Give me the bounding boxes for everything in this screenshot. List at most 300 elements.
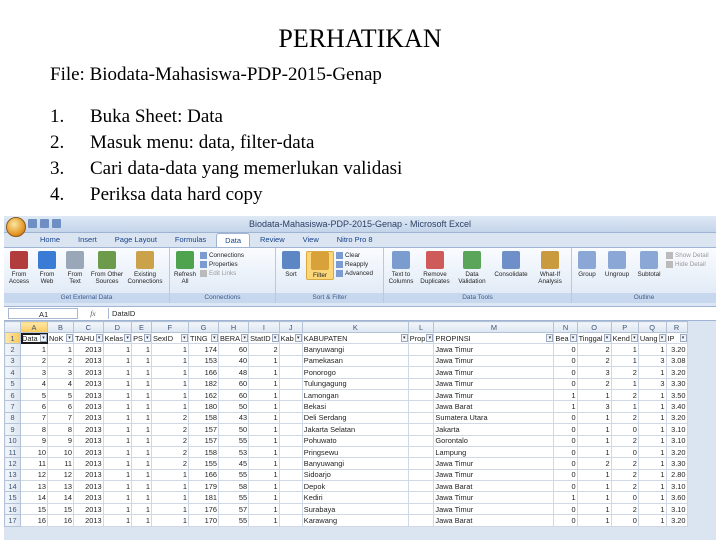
column-header[interactable]: G (188, 322, 218, 333)
filter-dropdown-icon[interactable]: ▾ (570, 334, 577, 342)
column-header[interactable]: F (151, 322, 188, 333)
cell[interactable]: 155 (188, 458, 218, 469)
cell[interactable] (408, 435, 434, 446)
from-access-button[interactable]: From Access (6, 251, 32, 285)
cell[interactable]: 11 (48, 458, 74, 469)
cell[interactable]: Pohuwato (302, 435, 408, 446)
cell[interactable]: 2 (249, 344, 280, 355)
filter-header-cell[interactable] (638, 333, 666, 344)
ungroup-button[interactable]: Ungroup (602, 251, 632, 278)
cell[interactable]: 9 (48, 435, 74, 446)
cell[interactable]: 15 (21, 503, 48, 514)
cell[interactable]: 2013 (74, 389, 104, 400)
cell[interactable]: 0 (611, 424, 638, 435)
from-web-button[interactable]: From Web (34, 251, 60, 285)
cell[interactable]: 1 (577, 492, 611, 503)
cell[interactable]: 1 (638, 435, 666, 446)
filter-header-cell[interactable] (279, 333, 302, 344)
cell[interactable]: 15 (48, 503, 74, 514)
cell[interactable]: 1 (21, 344, 48, 355)
cell[interactable] (408, 401, 434, 412)
cell[interactable]: 1 (151, 389, 188, 400)
formula-input[interactable]: DataID (108, 308, 716, 319)
cell[interactable]: 1 (638, 412, 666, 423)
cell[interactable] (408, 355, 434, 366)
cell[interactable]: 153 (188, 355, 218, 366)
cell[interactable] (279, 401, 302, 412)
column-header[interactable]: H (218, 322, 248, 333)
cell[interactable]: 2013 (74, 446, 104, 457)
cell[interactable]: 181 (188, 492, 218, 503)
cell[interactable]: 1 (577, 412, 611, 423)
cell[interactable]: 1 (103, 355, 132, 366)
filter-dropdown-icon[interactable]: ▾ (40, 334, 47, 342)
cell[interactable]: 5 (21, 389, 48, 400)
cell[interactable]: 55 (218, 435, 248, 446)
row-header[interactable]: 5 (5, 378, 21, 389)
cell[interactable]: Jawa Barat (434, 401, 554, 412)
cell[interactable]: 1 (151, 469, 188, 480)
refresh-all-button[interactable]: Refresh All (172, 251, 198, 285)
filter-dropdown-icon[interactable]: ▾ (144, 334, 151, 342)
cell[interactable]: 157 (188, 435, 218, 446)
filter-dropdown-icon[interactable]: ▾ (426, 334, 433, 342)
column-header[interactable]: N (554, 322, 577, 333)
cell[interactable] (408, 344, 434, 355)
cell[interactable] (408, 367, 434, 378)
cell[interactable]: 1 (638, 367, 666, 378)
cell[interactable]: 1 (132, 389, 152, 400)
cell[interactable]: Bekasi (302, 401, 408, 412)
filter-dropdown-icon[interactable]: ▾ (680, 334, 687, 342)
cell[interactable] (279, 378, 302, 389)
cell[interactable]: 3.40 (666, 401, 687, 412)
cell[interactable]: 0 (611, 446, 638, 457)
cell[interactable]: 1 (554, 389, 577, 400)
properties-button[interactable]: Properties (200, 261, 244, 268)
cell[interactable]: 1 (638, 424, 666, 435)
cell[interactable]: 2013 (74, 481, 104, 492)
cell[interactable]: 3.30 (666, 378, 687, 389)
cell[interactable]: 2013 (74, 515, 104, 526)
cell[interactable]: 3 (577, 401, 611, 412)
cell[interactable]: 1 (151, 503, 188, 514)
cell[interactable]: 6 (21, 401, 48, 412)
cell[interactable]: 1 (249, 435, 280, 446)
tab-view[interactable]: View (302, 235, 319, 244)
cell[interactable]: 2013 (74, 458, 104, 469)
cell[interactable]: 16 (21, 515, 48, 526)
cell[interactable]: 3.20 (666, 344, 687, 355)
cell[interactable]: 1 (638, 503, 666, 514)
cell[interactable]: 1 (554, 401, 577, 412)
cell[interactable]: 1 (103, 401, 132, 412)
hide-detail-button[interactable]: Hide Detail (666, 261, 709, 268)
cell[interactable]: 7 (21, 412, 48, 423)
advanced-button[interactable]: Advanced (336, 270, 373, 277)
cell[interactable]: 1 (249, 424, 280, 435)
cell[interactable]: Jawa Timur (434, 492, 554, 503)
cell[interactable]: Lamongan (302, 389, 408, 400)
cell[interactable]: 1 (611, 355, 638, 366)
cell[interactable]: 8 (21, 424, 48, 435)
cell[interactable]: 2 (611, 412, 638, 423)
cell[interactable]: Jawa Barat (434, 515, 554, 526)
cell[interactable]: Lampung (434, 446, 554, 457)
cell[interactable]: 1 (132, 458, 152, 469)
cell[interactable]: 6 (48, 401, 74, 412)
cell[interactable]: 1 (638, 389, 666, 400)
cell[interactable]: 1 (577, 435, 611, 446)
cell[interactable] (408, 424, 434, 435)
cell[interactable]: 1 (132, 481, 152, 492)
cell[interactable]: 0 (554, 355, 577, 366)
column-header[interactable]: J (279, 322, 302, 333)
row-header[interactable]: 1 (5, 333, 21, 344)
filter-header-cell[interactable] (21, 333, 48, 344)
cell[interactable] (279, 412, 302, 423)
filter-dropdown-icon[interactable]: ▾ (631, 334, 638, 342)
cell[interactable]: 1 (103, 446, 132, 457)
cell[interactable]: Kediri (302, 492, 408, 503)
cell[interactable]: 2013 (74, 503, 104, 514)
cell[interactable]: 1 (577, 481, 611, 492)
cell[interactable]: 8 (48, 424, 74, 435)
column-header[interactable]: B (48, 322, 74, 333)
cell[interactable]: 2 (151, 446, 188, 457)
column-header[interactable]: A (21, 322, 48, 333)
cell[interactable]: 1 (132, 412, 152, 423)
cell[interactable] (279, 424, 302, 435)
filter-dropdown-icon[interactable]: ▾ (124, 334, 131, 342)
cell[interactable]: 1 (103, 469, 132, 480)
cell[interactable]: 13 (48, 481, 74, 492)
text-to-columns-button[interactable]: Text to Columns (386, 251, 416, 285)
cell[interactable]: 1 (249, 412, 280, 423)
cell[interactable]: 3.50 (666, 389, 687, 400)
cell[interactable]: 3.30 (666, 458, 687, 469)
cell[interactable]: 2 (577, 378, 611, 389)
cell[interactable]: 2013 (74, 378, 104, 389)
cell[interactable]: 0 (554, 458, 577, 469)
cell[interactable]: Ponorogo (302, 367, 408, 378)
cell[interactable] (408, 458, 434, 469)
filter-dropdown-icon[interactable]: ▾ (241, 334, 248, 342)
row-header[interactable]: 13 (5, 469, 21, 480)
cell[interactable]: 9 (21, 435, 48, 446)
cell[interactable]: 43 (218, 412, 248, 423)
cell[interactable]: 12 (48, 469, 74, 480)
row-header[interactable]: 3 (5, 355, 21, 366)
cell[interactable]: 1 (577, 389, 611, 400)
column-header[interactable]: Q (638, 322, 666, 333)
cell[interactable]: 0 (554, 424, 577, 435)
cell[interactable]: 2 (611, 435, 638, 446)
cell[interactable]: 2013 (74, 492, 104, 503)
cell[interactable]: 2 (577, 344, 611, 355)
cell[interactable]: 2 (577, 458, 611, 469)
cell[interactable]: 50 (218, 424, 248, 435)
filter-dropdown-icon[interactable]: ▾ (604, 334, 611, 342)
consolidate-button[interactable]: Consolidate (492, 251, 530, 278)
cell[interactable]: 60 (218, 378, 248, 389)
cell[interactable]: 1 (132, 469, 152, 480)
cell[interactable]: Jakarta Selatan (302, 424, 408, 435)
cell[interactable]: 3.10 (666, 435, 687, 446)
group-button[interactable]: Group (574, 251, 600, 278)
cell[interactable]: 1 (611, 401, 638, 412)
cell[interactable]: 2 (151, 412, 188, 423)
cell[interactable]: 0 (554, 446, 577, 457)
cell[interactable]: 3 (48, 367, 74, 378)
cell[interactable] (279, 389, 302, 400)
cell[interactable]: 10 (48, 446, 74, 457)
cell[interactable]: 166 (188, 367, 218, 378)
existing-connections-button[interactable]: Existing Connections (126, 251, 164, 285)
cell[interactable]: 0 (554, 367, 577, 378)
cell[interactable]: 1 (103, 389, 132, 400)
column-header[interactable]: K (302, 322, 408, 333)
cell[interactable]: 3.10 (666, 503, 687, 514)
cell[interactable]: 0 (554, 515, 577, 526)
cell[interactable]: 182 (188, 378, 218, 389)
cell[interactable]: 1 (554, 492, 577, 503)
cell[interactable]: 1 (577, 446, 611, 457)
cell[interactable]: 1 (132, 492, 152, 503)
cell[interactable]: 162 (188, 389, 218, 400)
cell[interactable]: Banyuwangi (302, 458, 408, 469)
filter-dropdown-icon[interactable]: ▾ (181, 334, 188, 342)
cell[interactable]: 2 (611, 458, 638, 469)
cell[interactable]: 1 (249, 355, 280, 366)
filter-header-cell[interactable] (408, 333, 434, 344)
cell[interactable] (408, 469, 434, 480)
cell[interactable]: 2 (611, 481, 638, 492)
cell[interactable]: 1 (151, 344, 188, 355)
row-header[interactable]: 2 (5, 344, 21, 355)
cell[interactable]: 1 (132, 378, 152, 389)
cell[interactable]: 1 (249, 446, 280, 457)
row-header[interactable]: 7 (5, 401, 21, 412)
cell[interactable]: 1 (638, 458, 666, 469)
cell[interactable]: 3 (638, 378, 666, 389)
cell[interactable]: 3.08 (666, 355, 687, 366)
cell[interactable] (279, 503, 302, 514)
cell[interactable]: 1 (577, 515, 611, 526)
cell[interactable] (408, 378, 434, 389)
cell[interactable]: 2 (151, 424, 188, 435)
cell[interactable]: 1 (249, 515, 280, 526)
cell[interactable]: 0 (554, 481, 577, 492)
cell[interactable]: 1 (103, 503, 132, 514)
cell[interactable]: 1 (638, 481, 666, 492)
tab-home[interactable]: Home (40, 235, 61, 244)
filter-dropdown-icon[interactable]: ▾ (295, 334, 302, 342)
cell[interactable]: Pringsewu (302, 446, 408, 457)
cell[interactable]: 1 (638, 401, 666, 412)
row-header[interactable]: 8 (5, 412, 21, 423)
column-header[interactable]: L (408, 322, 434, 333)
from-text-button[interactable]: From Text (62, 251, 88, 285)
cell[interactable]: 3.60 (666, 492, 687, 503)
row-header[interactable]: 12 (5, 458, 21, 469)
cell[interactable]: 0 (611, 515, 638, 526)
row-header[interactable]: 17 (5, 515, 21, 526)
cell[interactable]: 2 (611, 367, 638, 378)
cell[interactable]: 2 (611, 503, 638, 514)
cell[interactable]: 7 (48, 412, 74, 423)
cell[interactable] (408, 503, 434, 514)
column-header[interactable]: I (249, 322, 280, 333)
cell[interactable] (408, 389, 434, 400)
cell[interactable]: Surabaya (302, 503, 408, 514)
cell[interactable]: 1 (638, 492, 666, 503)
cell[interactable]: 3.20 (666, 412, 687, 423)
cell[interactable]: 0 (611, 492, 638, 503)
cell[interactable]: Karawang (302, 515, 408, 526)
cell[interactable]: 2013 (74, 424, 104, 435)
from-other-sources-button[interactable]: From Other Sources (90, 251, 124, 285)
cell[interactable]: 0 (554, 378, 577, 389)
filter-header-cell[interactable] (188, 333, 218, 344)
cell[interactable]: 1 (151, 481, 188, 492)
cell[interactable]: 1 (132, 401, 152, 412)
name-box[interactable]: A1 (8, 308, 78, 319)
cell[interactable]: 1 (132, 424, 152, 435)
cell[interactable]: 2.80 (666, 469, 687, 480)
column-header[interactable]: R (666, 322, 687, 333)
clear-button[interactable]: Clear (336, 252, 373, 259)
cell[interactable]: 60 (218, 389, 248, 400)
filter-header-cell[interactable] (302, 333, 408, 344)
cell[interactable]: 1 (103, 424, 132, 435)
cell[interactable]: 1 (638, 344, 666, 355)
cell[interactable]: 3.10 (666, 481, 687, 492)
cell[interactable]: 1 (249, 458, 280, 469)
filter-dropdown-icon[interactable]: ▾ (401, 334, 408, 342)
select-all-corner[interactable] (5, 322, 21, 333)
cell[interactable] (279, 515, 302, 526)
cell[interactable]: Jawa Timur (434, 344, 554, 355)
filter-header-cell[interactable] (151, 333, 188, 344)
connections-button[interactable]: Connections (200, 252, 244, 259)
column-header[interactable]: P (611, 322, 638, 333)
cell[interactable]: 14 (21, 492, 48, 503)
cell[interactable]: 55 (218, 515, 248, 526)
cell[interactable]: 1 (132, 344, 152, 355)
cell[interactable]: 2013 (74, 355, 104, 366)
cell[interactable]: 5 (48, 389, 74, 400)
column-header[interactable]: C (74, 322, 104, 333)
filter-header-cell[interactable] (554, 333, 577, 344)
cell[interactable]: 3 (638, 355, 666, 366)
cell[interactable] (279, 469, 302, 480)
tab-formulas[interactable]: Formulas (174, 235, 207, 244)
cell[interactable]: 158 (188, 412, 218, 423)
cell[interactable]: 1 (103, 367, 132, 378)
cell[interactable]: Jawa Timur (434, 367, 554, 378)
cell[interactable] (408, 515, 434, 526)
cell[interactable]: Depok (302, 481, 408, 492)
tab-data[interactable]: Data (216, 233, 250, 247)
column-header[interactable]: M (434, 322, 554, 333)
filter-header-cell[interactable] (132, 333, 152, 344)
cell[interactable]: 1 (638, 515, 666, 526)
filter-dropdown-icon[interactable]: ▾ (659, 334, 666, 342)
cell[interactable]: Gorontalo (434, 435, 554, 446)
cell[interactable]: Sidoarjo (302, 469, 408, 480)
cell[interactable]: 1 (611, 344, 638, 355)
filter-header-cell[interactable] (218, 333, 248, 344)
cell[interactable]: 1 (151, 492, 188, 503)
cell[interactable]: 50 (218, 401, 248, 412)
cell[interactable]: 2013 (74, 469, 104, 480)
cell[interactable]: 0 (554, 435, 577, 446)
cell[interactable]: 2 (611, 389, 638, 400)
cell[interactable]: 48 (218, 367, 248, 378)
cell[interactable]: 1 (103, 344, 132, 355)
filter-dropdown-icon[interactable]: ▾ (546, 334, 553, 342)
office-button[interactable] (6, 217, 26, 237)
row-header[interactable]: 9 (5, 424, 21, 435)
cell[interactable] (408, 481, 434, 492)
filter-button[interactable]: Filter (306, 251, 334, 280)
cell[interactable]: 2 (151, 435, 188, 446)
cell[interactable]: 1 (249, 503, 280, 514)
cell[interactable]: Sumatera Utara (434, 412, 554, 423)
cell[interactable]: 1 (577, 469, 611, 480)
cell[interactable]: 1 (132, 355, 152, 366)
cell[interactable]: 2013 (74, 344, 104, 355)
cell[interactable]: 1 (151, 378, 188, 389)
cell[interactable]: 0 (554, 469, 577, 480)
cell[interactable]: 60 (218, 344, 248, 355)
cell[interactable] (279, 435, 302, 446)
cell[interactable]: 2013 (74, 367, 104, 378)
data-validation-button[interactable]: Data Validation (454, 251, 490, 285)
cell[interactable]: 1 (151, 515, 188, 526)
cell[interactable]: 1 (249, 401, 280, 412)
cell[interactable]: 1 (103, 435, 132, 446)
cell[interactable]: 3 (577, 367, 611, 378)
cell[interactable]: Jawa Timur (434, 355, 554, 366)
column-header[interactable]: O (577, 322, 611, 333)
cell[interactable]: 1 (103, 481, 132, 492)
cell[interactable]: 2 (577, 355, 611, 366)
cell[interactable]: 1 (151, 355, 188, 366)
cell[interactable]: 3.20 (666, 515, 687, 526)
cell[interactable]: 13 (21, 481, 48, 492)
cell[interactable]: 1 (249, 492, 280, 503)
tab-page-layout[interactable]: Page Layout (114, 235, 157, 244)
filter-header-cell[interactable] (434, 333, 554, 344)
cell[interactable] (279, 481, 302, 492)
cell[interactable]: 174 (188, 344, 218, 355)
row-header[interactable]: 16 (5, 503, 21, 514)
cell[interactable]: 3 (21, 367, 48, 378)
cell[interactable]: 2013 (74, 412, 104, 423)
cell[interactable]: 176 (188, 503, 218, 514)
cell[interactable]: Jawa Timur (434, 378, 554, 389)
filter-dropdown-icon[interactable]: ▾ (211, 334, 218, 342)
cell[interactable]: 1 (577, 503, 611, 514)
cell[interactable]: 2 (151, 458, 188, 469)
cell[interactable]: 3.20 (666, 367, 687, 378)
cell[interactable]: 16 (48, 515, 74, 526)
cell[interactable]: 2013 (74, 435, 104, 446)
cell[interactable]: 170 (188, 515, 218, 526)
cell[interactable]: Jawa Timur (434, 469, 554, 480)
